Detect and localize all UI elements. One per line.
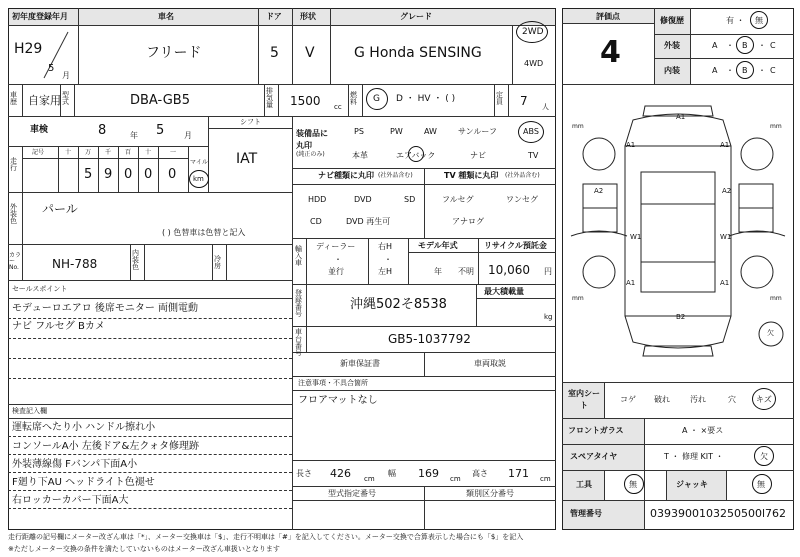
grade-label: グレード bbox=[400, 12, 432, 21]
door-label: ドア bbox=[266, 12, 282, 21]
inspection-label: 車検 bbox=[30, 125, 49, 135]
digit-header-1: 万 bbox=[85, 149, 92, 156]
doors: 5 bbox=[270, 45, 279, 61]
import-dot-2: ・ bbox=[384, 255, 392, 264]
drive-4wd: 4WD bbox=[524, 59, 544, 68]
mgmt-value: 0393900103250500l762 bbox=[650, 507, 787, 520]
mile-label: マイル bbox=[190, 159, 208, 166]
import-rh: 右H bbox=[378, 242, 393, 251]
car-name-label: 車名 bbox=[158, 12, 174, 21]
shift: IAT bbox=[236, 151, 258, 167]
chassis: GB5-1037792 bbox=[388, 332, 471, 346]
tv-fullseg: フルセグ bbox=[442, 195, 474, 204]
import-dealer: ディーラー bbox=[316, 242, 356, 251]
jack-circled: 無 bbox=[757, 480, 765, 489]
registration: 沖縄502そ8538 bbox=[350, 297, 447, 312]
footer-line-1: 走行距離の記号欄にメーター改ざん車は「*」、メーター交換車は「$」、走行不明車は「#」を記入してください。メーター交換で合算表示した場合にも「$」を記入 bbox=[8, 533, 524, 541]
inspector-line-2: 外装薄線傷 Fバンパ下面A小 bbox=[12, 459, 138, 470]
digit-header-2: 千 bbox=[105, 149, 112, 156]
digit-2: 9 bbox=[104, 167, 113, 182]
recycle: 10,060 bbox=[488, 263, 530, 277]
dmg-label-5: W1 bbox=[630, 233, 642, 241]
score: 4 bbox=[600, 35, 621, 70]
int-grade-c: C bbox=[770, 66, 776, 75]
equip-leather: 本革 bbox=[352, 151, 368, 160]
category-label: 類別区分番号 bbox=[466, 489, 514, 498]
navi-sd: SD bbox=[404, 195, 416, 204]
equip-navi: ナビ bbox=[470, 151, 486, 160]
score-label: 評価点 bbox=[596, 12, 620, 21]
dmg-label-2: A1 bbox=[720, 141, 730, 149]
navi-cd: CD bbox=[310, 217, 322, 226]
tv-oneseg: ワンセグ bbox=[506, 195, 538, 204]
mm-label-0: mm bbox=[572, 123, 584, 130]
notes-label: 注意事項・不具合箇所 bbox=[298, 379, 368, 387]
disp-label: 排気量 bbox=[266, 87, 273, 109]
digit-3: 0 bbox=[124, 167, 133, 182]
mm-label-1: mm bbox=[770, 123, 782, 130]
recycle-label: リサイクル預託金 bbox=[484, 241, 547, 250]
int-grade-b: B bbox=[742, 66, 748, 75]
navi-sub: (社外品含む) bbox=[378, 172, 413, 179]
import-lh: 左H bbox=[378, 267, 393, 276]
sales-points-label: セールスポイント bbox=[12, 285, 68, 293]
max-load-label: 最大積載量 bbox=[484, 287, 524, 296]
length-label: 長さ bbox=[296, 469, 312, 478]
digit-header-4: 十 bbox=[145, 149, 152, 156]
import-dot-1: ・ bbox=[334, 255, 342, 264]
digit-1: 5 bbox=[84, 167, 93, 182]
width: 169 bbox=[418, 467, 439, 480]
inspection-month: 5 bbox=[156, 123, 165, 138]
length: 426 bbox=[330, 467, 351, 480]
length-cm: cm bbox=[364, 475, 375, 483]
seat-opt-1: 破れ bbox=[654, 395, 670, 404]
spare-opts: T ・ 修理 KIT ・ bbox=[664, 452, 724, 461]
fuel-g: G bbox=[373, 94, 380, 104]
fridge-label: 冷房 bbox=[214, 255, 221, 270]
equip-abs: ABS bbox=[523, 127, 539, 136]
reg-month: 5 bbox=[48, 63, 55, 74]
equip-sunroof: サンルーフ bbox=[458, 127, 497, 136]
type-cert-label: 型式指定番号 bbox=[328, 489, 376, 498]
inspection-year-unit: 年 bbox=[130, 131, 138, 140]
mileage-mark-label: 記号 bbox=[32, 149, 45, 156]
dmg-label-8: A1 bbox=[720, 279, 730, 287]
digit-5: 0 bbox=[168, 167, 177, 182]
reg-year-label: 初年度登録年月 bbox=[12, 12, 68, 21]
chassis-label: 車台番号 bbox=[295, 328, 302, 357]
equip-ps: PS bbox=[354, 127, 364, 136]
int-sep-2: ・ bbox=[758, 66, 766, 75]
inspection-year: 8 bbox=[98, 123, 107, 138]
spare-label: スペアタイヤ bbox=[570, 452, 618, 461]
fuel-label: 燃料 bbox=[350, 91, 357, 106]
exterior-label: 外装 bbox=[664, 41, 680, 50]
header-bg bbox=[9, 9, 555, 25]
new-warranty: 新車保証書 bbox=[340, 359, 380, 368]
height-cm: cm bbox=[540, 475, 551, 483]
model-year-unknown: 不明 bbox=[458, 267, 474, 276]
model: DBA-GB5 bbox=[130, 93, 190, 108]
tv-sub: (社外品含む) bbox=[505, 172, 540, 179]
int-grade-a: A bbox=[712, 66, 718, 75]
reg-era: H29 bbox=[14, 41, 43, 57]
recycle-yen: 円 bbox=[544, 267, 552, 276]
car-name: フリード bbox=[146, 45, 202, 61]
import-parallel: 並行 bbox=[328, 267, 344, 276]
mm-label-2: mm bbox=[572, 295, 584, 302]
notes: フロアマットなし bbox=[298, 395, 378, 406]
fuel-rest: D ・ HV ・ ( ) bbox=[396, 94, 456, 104]
equipment-sub: (純正のみ) bbox=[296, 151, 325, 158]
sales-line-0: モデューロエアロ 後席モニター 両側電動 bbox=[12, 303, 199, 314]
shift-label: シフト bbox=[240, 118, 261, 126]
digit-4: 0 bbox=[144, 167, 153, 182]
registration-label: 登録番号 bbox=[295, 289, 302, 318]
km-label: km bbox=[193, 175, 204, 183]
usage-label: 車歴 bbox=[10, 91, 17, 106]
width-label: 幅 bbox=[388, 469, 396, 478]
ext-color: パール bbox=[42, 202, 78, 216]
digit-header-3: 百 bbox=[125, 149, 132, 156]
usage: 自家用 bbox=[28, 94, 61, 107]
equip-tv: TV bbox=[528, 151, 539, 160]
model-year-unit: 年 bbox=[434, 267, 442, 276]
model-year-label: モデル年式 bbox=[418, 241, 458, 250]
jack-label: ジャッキ bbox=[676, 480, 708, 489]
spare-circled: 欠 bbox=[760, 452, 768, 461]
digit-header-0: 十 bbox=[65, 149, 72, 156]
glass-label: フロントガラス bbox=[568, 426, 624, 435]
model-label: 型式 bbox=[62, 91, 69, 106]
cap-unit: 人 bbox=[542, 103, 549, 111]
tools-label: 工具 bbox=[576, 480, 592, 489]
navi-dvd-play: DVD 再生可 bbox=[346, 217, 391, 226]
seat-opt-3: 穴 bbox=[728, 395, 736, 404]
navi-header: ナビ種類に丸印 bbox=[318, 171, 374, 180]
mgmt-label: 管理番号 bbox=[570, 509, 602, 518]
drive-2wd: 2WD bbox=[522, 27, 544, 37]
seat-opt-2: 汚れ bbox=[690, 395, 706, 404]
seat-circled: キズ bbox=[756, 395, 772, 404]
ext-sep-2: ・ bbox=[758, 41, 766, 50]
dmg-label-7: A1 bbox=[626, 279, 636, 287]
dmg-label-3: A2 bbox=[594, 187, 604, 195]
equip-aw: AW bbox=[424, 127, 437, 136]
dmg-label-4: A2 bbox=[722, 187, 732, 195]
color-no-label: カラーNo. bbox=[9, 252, 22, 271]
color-no: NH-788 bbox=[52, 257, 98, 271]
dmg-label-1: A1 bbox=[626, 141, 636, 149]
width-cm: cm bbox=[450, 475, 461, 483]
navi-hdd: HDD bbox=[308, 195, 327, 204]
inspector-label: 検査記入欄 bbox=[12, 407, 47, 415]
digit-header-5: 一 bbox=[170, 149, 177, 156]
airbag-circle bbox=[408, 146, 424, 162]
import-label: 輸入車 bbox=[295, 245, 302, 267]
cc-unit: cc bbox=[334, 103, 342, 111]
repair-label: 修復歴 bbox=[660, 16, 684, 25]
cap-label: 定員 bbox=[496, 91, 503, 106]
ext-grade-c: C bbox=[770, 41, 776, 50]
seat-opt-0: コゲ bbox=[620, 395, 636, 404]
equipment-label: 装備品に丸印 bbox=[296, 129, 328, 150]
int-sep-1: ・ bbox=[726, 66, 734, 75]
ext-sep-1: ・ bbox=[726, 41, 734, 50]
car-damage-diagram bbox=[563, 86, 793, 378]
mm-label-3: mm bbox=[770, 295, 782, 302]
dmg-label-6: W1 bbox=[720, 233, 732, 241]
shape: V bbox=[305, 45, 315, 61]
tv-header: TV 種類に丸印 bbox=[444, 171, 499, 180]
dmg-label-9: B2 bbox=[676, 313, 686, 321]
inspector-line-3: F廻り下AU ヘッドライト色褪せ bbox=[12, 477, 155, 488]
seat-label: 室内シート bbox=[568, 389, 600, 410]
shape-label: 形状 bbox=[300, 12, 316, 21]
reg-month-unit: 月 bbox=[62, 71, 70, 80]
tv-analog: アナログ bbox=[452, 217, 484, 226]
max-load-kg: kg bbox=[544, 313, 553, 321]
dmg-label-0: A1 bbox=[676, 113, 686, 121]
ext-color-label: 外装色 bbox=[10, 203, 17, 225]
missing-label: 欠 bbox=[767, 329, 774, 337]
height-label: 高さ bbox=[472, 469, 488, 478]
equip-airbag: エアバック bbox=[396, 151, 436, 160]
inspector-line-0: 運転席へたり小 ハンドル擦れ小 bbox=[12, 422, 156, 433]
navi-dvd: DVD bbox=[354, 195, 372, 204]
height: 171 bbox=[508, 467, 529, 480]
displacement: 1500 bbox=[290, 94, 321, 108]
mileage-label: 走行 bbox=[10, 157, 17, 172]
repair-options: 有 ・ bbox=[726, 16, 745, 25]
interior-label: 内装 bbox=[664, 66, 680, 75]
footer-line-2: ※ただしメーター交換の条件を満たしていないものはメーター改ざん車扱いとなります bbox=[8, 545, 280, 553]
inspector-line-1: コンソールA小 左後ドア&左クォタ修理跡 bbox=[12, 441, 200, 452]
equip-pw: PW bbox=[390, 127, 403, 136]
glass-value: A ・ ×要ス bbox=[682, 426, 724, 435]
repair-value: 無 bbox=[755, 16, 763, 25]
inspector-line-4: 右ロッカーカバー下面A大 bbox=[12, 495, 129, 506]
manual: 車両取説 bbox=[474, 359, 506, 368]
sales-line-1: ナビ フルセグ Bカメ bbox=[12, 321, 105, 332]
tools-circled: 無 bbox=[629, 480, 637, 489]
ext-grade-b: B bbox=[742, 41, 748, 50]
grade: G Honda SENSING bbox=[354, 45, 482, 61]
capacity: 7 bbox=[520, 94, 528, 108]
ext-grade-a: A bbox=[712, 41, 718, 50]
interior-color-label: 内装色 bbox=[132, 249, 139, 271]
ext-color-note: ( ) 色替車は色替と記入 bbox=[162, 228, 246, 237]
inspection-month-unit: 月 bbox=[184, 131, 192, 140]
